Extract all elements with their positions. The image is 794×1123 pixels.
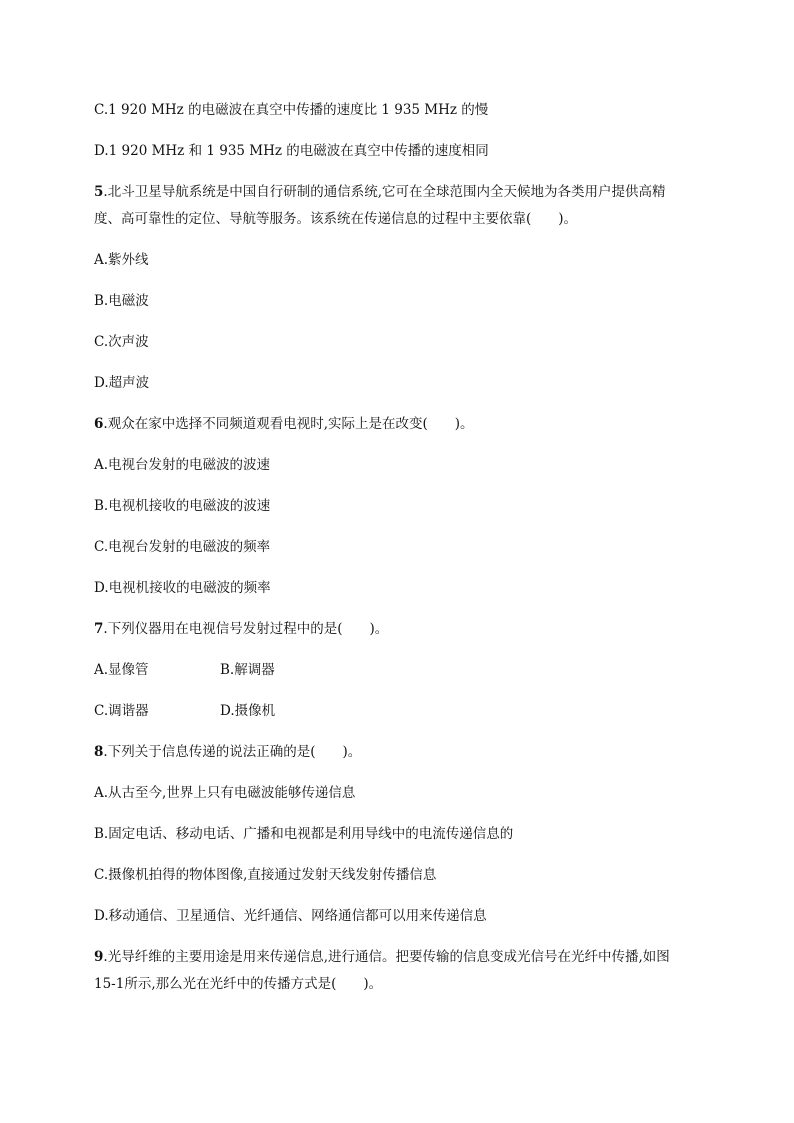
q6-number: 6 — [94, 416, 104, 432]
q7-stem-text: .下列仪器用在电视信号发射过程中的是( )。 — [103, 621, 389, 637]
q9-stem-text1: .光导纤维的主要用途是用来传递信息,进行通信。把要传输的信息变成光信号在光纤中传播,如图 — [103, 949, 670, 965]
q7-option-b: B.解调器 — [220, 662, 275, 678]
q7-option-a: A.显像管 — [94, 662, 149, 678]
q6-option-b: B.电视机接收的电磁波的波速 — [94, 498, 271, 514]
q9-stem-line1 — [94, 947, 670, 967]
q5-number: 5 — [94, 184, 104, 200]
q5-option-b: B.电磁波 — [94, 293, 149, 309]
q7-option-d: D.摄像机 — [220, 703, 276, 719]
q8-option-b: B.固定电话、移动电话、广播和电视都是利用导线中的电流传递信息的 — [94, 826, 514, 842]
q6-option-c: C.电视台发射的电磁波的频率 — [94, 539, 271, 555]
q4-option-c: C.1 920 MHz 的电磁波在真空中传播的速度比 1 935 MHz 的慢 — [94, 102, 489, 118]
q6-option-a: A.电视台发射的电磁波的波速 — [94, 457, 271, 473]
q5-stem-text1: .北斗卫星导航系统是中国自行研制的通信系统,它可在全球范围内全天候地为各类用户提供高精 — [103, 184, 666, 200]
q9-stem-line2: 15-1所示,那么光在光纤中的传播方式是( )。 — [94, 976, 383, 992]
q5-option-d: D.超声波 — [94, 375, 150, 391]
q8-option-c: C.摄像机拍得的物体图像,直接通过发射天线发射传播信息 — [94, 867, 437, 883]
q8-stem-text: .下列关于信息传递的说法正确的是( )。 — [103, 744, 362, 760]
q7-stem — [94, 619, 388, 639]
q4-option-d: D.1 920 MHz 和 1 935 MHz 的电磁波在真空中传播的速度相同 — [94, 143, 489, 159]
q5-option-c: C.次声波 — [94, 334, 149, 350]
q7-option-c: C.调谐器 — [94, 703, 149, 719]
q9-number: 9 — [94, 949, 104, 965]
q6-stem — [94, 414, 474, 434]
q5-stem-line1 — [94, 182, 666, 202]
q8-option-a: A.从古至今,世界上只有电磁波能够传递信息 — [94, 785, 356, 801]
q8-option-d: D.移动通信、卫星通信、光纤通信、网络通信都可以用来传递信息 — [94, 908, 487, 924]
q6-option-d: D.电视机接收的电磁波的频率 — [94, 580, 271, 596]
q5-option-a: A.紫外线 — [94, 252, 149, 268]
q8-number: 8 — [94, 744, 104, 760]
q7-number: 7 — [94, 621, 104, 637]
q5-stem-line2: 度、高可靠性的定位、导航等服务。该系统在传递信息的过程中主要依靠( )。 — [94, 211, 578, 227]
q8-stem — [94, 742, 361, 762]
q6-stem-text: .观众在家中选择不同频道观看电视时,实际上是在改变( )。 — [103, 416, 474, 432]
